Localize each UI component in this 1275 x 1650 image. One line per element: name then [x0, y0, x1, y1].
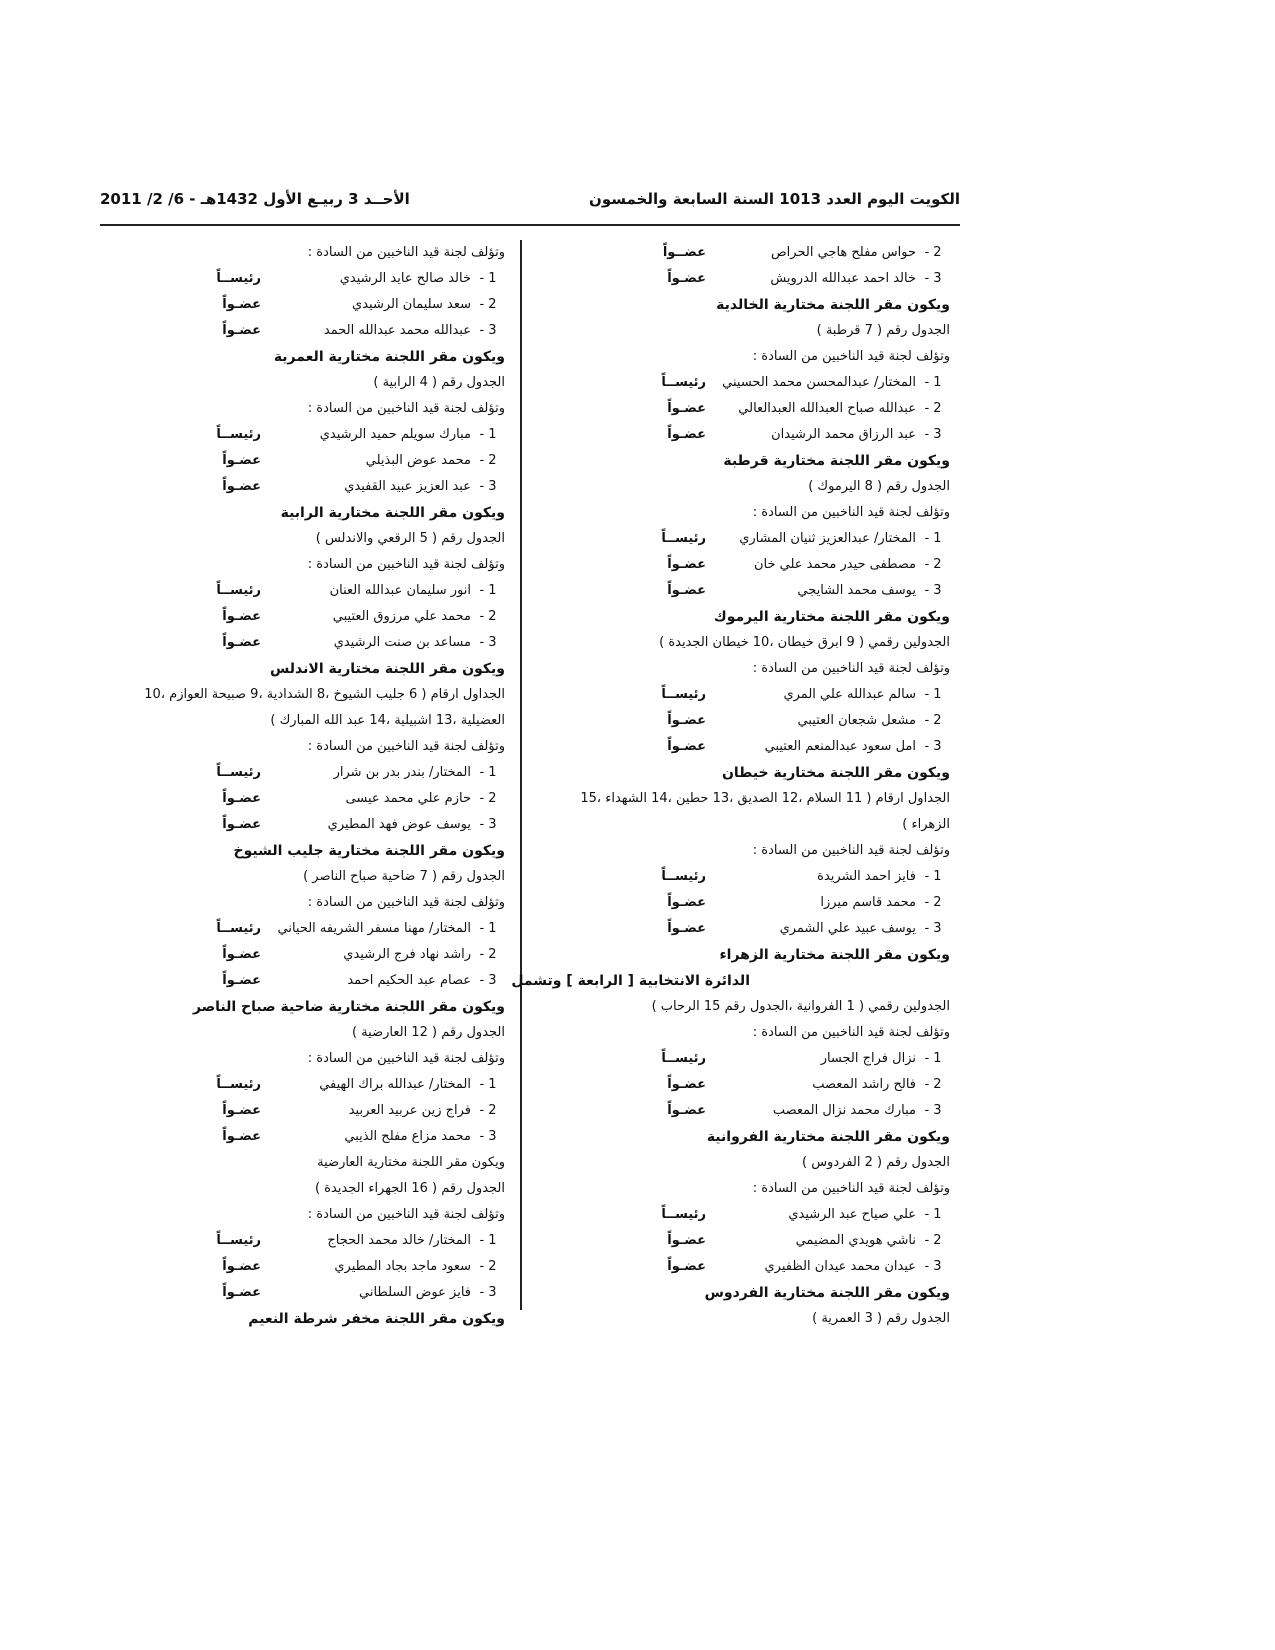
committee-location-heading: ويكون مقر اللجنة مخفر شرطة النعيم: [248, 1311, 505, 1327]
member-name: محمد مزاع مفلح الذيبي: [344, 1129, 471, 1144]
member-name: محمد قاسم ميرزا: [820, 895, 916, 910]
member-role: عضـواً: [222, 973, 261, 988]
member-name: محمد عوض البذيلي: [365, 453, 471, 468]
header-publication: الكويت اليوم العدد 1013 السنة السابعة والخمسون: [589, 190, 960, 208]
member-name: عصام عبد الحكيم احمد: [347, 973, 471, 988]
committee-location-heading: ويكون مقر اللجنة مختارية الخالدية: [716, 297, 950, 313]
member-role: رئيســاً: [661, 1051, 706, 1066]
left-column: [100, 240, 505, 1332]
member-number: 1 -: [479, 427, 497, 442]
committee-member: [100, 942, 505, 968]
member-number: 2 -: [924, 895, 942, 910]
member-number: 3 -: [924, 271, 942, 286]
committee-member: [100, 812, 505, 838]
committee-member: [540, 240, 950, 266]
member-role: عضـواً: [667, 1259, 706, 1274]
committee-member: [100, 578, 505, 604]
member-number: 3 -: [924, 921, 942, 936]
committee-location-heading: ويكون مقر اللجنة مختارية جليب الشيوخ: [233, 843, 505, 859]
member-name: امل سعود عبدالمنعم العتيبي: [764, 739, 916, 754]
member-name: المختار/ خالد محمد الحجاج: [327, 1233, 471, 1248]
member-number: 3 -: [479, 323, 497, 338]
member-name: فايز عوض السلطاني: [359, 1285, 471, 1300]
text-line: وتؤلف لجنة قيد الناخبين من السادة :: [752, 661, 950, 676]
committee-member: [540, 1254, 950, 1280]
committee-member: [100, 266, 505, 292]
committee-location-heading: ويكون مقر اللجنة مختارية الرابية: [280, 505, 505, 521]
member-role: رئيســاً: [661, 1207, 706, 1222]
member-role: عضـواً: [222, 453, 261, 468]
member-number: 3 -: [924, 1259, 942, 1274]
member-name: فراج زين عربيد العربيد: [348, 1103, 471, 1118]
committee-location-heading: ويكون مقر اللجنة مختارية الزهراء: [719, 947, 950, 963]
member-number: 2 -: [479, 1259, 497, 1274]
member-number: 2 -: [924, 1233, 942, 1248]
member-role: رئيســاً: [661, 531, 706, 546]
member-role: رئيســاً: [216, 583, 261, 598]
text-line: الجدول رقم ( 3 العمرية ): [812, 1311, 950, 1326]
text-line: وتؤلف لجنة قيد الناخبين من السادة :: [752, 1181, 950, 1196]
header-rule: [100, 224, 960, 226]
text-line: الجدول رقم ( 8 اليرموك ): [808, 479, 950, 494]
member-name: حواس مفلح هاجي الحراص: [770, 245, 916, 260]
committee-member: [540, 526, 950, 552]
member-number: 1 -: [924, 1207, 942, 1222]
member-number: 3 -: [924, 1103, 942, 1118]
committee-member: [100, 604, 505, 630]
committee-member: [100, 318, 505, 344]
page-header: [100, 190, 960, 216]
member-number: 3 -: [924, 583, 942, 598]
text-line: وتؤلف لجنة قيد الناخبين من السادة :: [307, 739, 505, 754]
member-role: رئيســاً: [661, 375, 706, 390]
member-number: 2 -: [924, 557, 942, 572]
committee-member: [540, 916, 950, 942]
member-role: رئيســاً: [216, 1233, 261, 1248]
member-number: 3 -: [924, 739, 942, 754]
committee-member: [540, 708, 950, 734]
member-number: 3 -: [924, 427, 942, 442]
text-line: الجدول رقم ( 7 قرطبة ): [816, 323, 950, 338]
member-role: عضـواً: [222, 479, 261, 494]
text-line: الجدولين رقمي ( 9 ابرق خيطان ،10 خيطان الجديدة ): [659, 635, 950, 650]
member-name: محمد علي مرزوق العتيبي: [332, 609, 471, 624]
member-name: المختار/ مهنا مسفر الشريفه الحياني: [277, 921, 471, 936]
member-role: رئيســاً: [216, 1077, 261, 1092]
member-role: عضـواً: [667, 427, 706, 442]
member-role: عضـواً: [222, 609, 261, 624]
member-name: فالح راشد المعصب: [812, 1077, 916, 1092]
member-name: يوسف عبيد علي الشمري: [779, 921, 916, 936]
member-name: يوسف محمد الشايجي: [797, 583, 916, 598]
committee-member: [540, 890, 950, 916]
member-name: مشعل شجعان العتيبي: [797, 713, 916, 728]
committee-member: [540, 1098, 950, 1124]
member-name: عبد الرزاق محمد الرشيدان: [771, 427, 916, 442]
member-number: 1 -: [479, 1077, 497, 1092]
member-role: عضـواً: [667, 713, 706, 728]
member-number: 2 -: [479, 297, 497, 312]
member-role: عضـواً: [667, 401, 706, 416]
text-line: وتؤلف لجنة قيد الناخبين من السادة :: [752, 349, 950, 364]
committee-member: [100, 1072, 505, 1098]
member-role: عضـواً: [667, 895, 706, 910]
text-line: وتؤلف لجنة قيد الناخبين من السادة :: [307, 401, 505, 416]
member-role: عضـواً: [222, 1129, 261, 1144]
member-name: المختار/ عبدالعزيز ثنيان المشاري: [739, 531, 916, 546]
member-number: 3 -: [479, 1285, 497, 1300]
member-name: خالد صالح عايد الرشيدي: [339, 271, 471, 286]
header-date: الأحــد 3 ربيـع الأول 1432هـ - 6/ 2/ 2011: [100, 190, 410, 208]
member-number: 3 -: [479, 817, 497, 832]
committee-member: [100, 916, 505, 942]
member-name: عبدالله محمد عبدالله الحمد: [323, 323, 471, 338]
text-line: وتؤلف لجنة قيد الناخبين من السادة :: [307, 1207, 505, 1222]
member-role: عضـواً: [667, 271, 706, 286]
committee-member: [100, 1228, 505, 1254]
member-role: رئيســاً: [661, 869, 706, 884]
committee-location-heading: ويكون مقر اللجنة مختارية الاندلس: [270, 661, 505, 677]
text-line: وتؤلف لجنة قيد الناخبين من السادة :: [752, 843, 950, 858]
member-name: علي صياح عبد الرشيدي: [788, 1207, 916, 1222]
committee-member: [540, 370, 950, 396]
member-number: 1 -: [479, 1233, 497, 1248]
text-line: الجدول رقم ( 7 ضاحية صباح الناصر ): [303, 869, 505, 884]
text-line: وتؤلف لجنة قيد الناخبين من السادة :: [307, 245, 505, 260]
member-role: رئيســاً: [661, 687, 706, 702]
text-line: الجدول رقم ( 2 الفردوس ): [801, 1155, 950, 1170]
member-role: عضـواً: [667, 557, 706, 572]
committee-location-heading: ويكون مقر اللجنة مختارية العمرية: [273, 349, 505, 365]
member-role: عضـواً: [667, 1233, 706, 1248]
member-role: رئيســاً: [216, 271, 261, 286]
member-role: عضـواً: [667, 1103, 706, 1118]
text-line: وتؤلف لجنة قيد الناخبين من السادة :: [752, 1025, 950, 1040]
member-name: انور سليمان عبدالله العنان: [329, 583, 471, 598]
member-name: عبدالله صباح العبدالله العبدالعالي: [738, 401, 916, 416]
committee-location-heading: ويكون مقر اللجنة مختارية قرطبة: [723, 453, 950, 469]
member-number: 1 -: [924, 869, 942, 884]
district-heading: الدائرة الانتخابية [ الرابعة ] وتشمل: [511, 973, 750, 989]
committee-member: [100, 1280, 505, 1306]
member-role: عضــواً: [662, 245, 706, 260]
member-number: 1 -: [479, 921, 497, 936]
member-role: عضـواً: [667, 921, 706, 936]
member-name: سعد سليمان الرشيدي: [352, 297, 471, 312]
text-line: وتؤلف لجنة قيد الناخبين من السادة :: [307, 1051, 505, 1066]
member-number: 2 -: [924, 1077, 942, 1092]
member-number: 1 -: [479, 271, 497, 286]
member-role: عضـواً: [222, 323, 261, 338]
member-name: خالد احمد عبدالله الدرويش: [770, 271, 916, 286]
committee-location-heading: ويكون مقر اللجنة مختارية اليرموك: [713, 609, 950, 625]
committee-member: [540, 1202, 950, 1228]
committee-member: [100, 292, 505, 318]
committee-member: [540, 266, 950, 292]
member-role: رئيســاً: [216, 765, 261, 780]
text-line: ويكون مقر اللجنة مختارية العارضية: [317, 1155, 505, 1170]
member-name: المختار/ بندر بدر بن شرار: [333, 765, 471, 780]
committee-member: [540, 1072, 950, 1098]
member-name: نزال فراج الجسار: [820, 1051, 916, 1066]
member-number: 1 -: [479, 765, 497, 780]
member-role: عضـواً: [222, 1285, 261, 1300]
member-number: 2 -: [924, 401, 942, 416]
member-name: حازم علي محمد عيسى: [345, 791, 471, 806]
member-number: 1 -: [924, 1051, 942, 1066]
committee-member: [540, 396, 950, 422]
member-number: 3 -: [479, 1129, 497, 1144]
member-number: 2 -: [479, 453, 497, 468]
committee-member: [540, 1046, 950, 1072]
committee-member: [100, 760, 505, 786]
committee-member: [540, 734, 950, 760]
member-number: 2 -: [924, 245, 942, 260]
member-role: عضـواً: [222, 1259, 261, 1274]
member-role: رئيســاً: [216, 427, 261, 442]
committee-member: [540, 552, 950, 578]
member-role: عضـواً: [222, 1103, 261, 1118]
committee-member: [540, 864, 950, 890]
text-line: الجدول رقم ( 12 العارضية ): [351, 1025, 505, 1040]
committee-member: [100, 630, 505, 656]
committee-member: [100, 1124, 505, 1150]
member-role: عضـواً: [222, 947, 261, 962]
member-number: 2 -: [479, 609, 497, 624]
member-number: 1 -: [924, 531, 942, 546]
text-line: وتؤلف لجنة قيد الناخبين من السادة :: [307, 557, 505, 572]
member-number: 2 -: [479, 947, 497, 962]
member-number: 3 -: [479, 479, 497, 494]
right-column: [511, 240, 950, 1332]
committee-member: [100, 422, 505, 448]
member-name: مساعد بن صنت الرشيدي: [333, 635, 471, 650]
member-number: 3 -: [479, 973, 497, 988]
text-line: الجدول رقم ( 4 الرابية ): [373, 375, 505, 390]
committee-location-heading: ويكون مقر اللجنة مختارية خيطان: [721, 765, 950, 781]
member-number: 1 -: [924, 687, 942, 702]
member-name: المختار/ عبدالله براك الهيفي: [319, 1077, 471, 1092]
member-role: عضـواً: [222, 635, 261, 650]
table-list: الجداول ارقام ( 11 السلام ،12 الصديق ،13 حطين ،14 الشهداء ،15 الزهراء ): [580, 791, 950, 832]
member-number: 1 -: [479, 583, 497, 598]
committee-member: [100, 1098, 505, 1124]
member-role: عضـواً: [667, 583, 706, 598]
member-role: عضـواً: [222, 297, 261, 312]
member-name: مبارك سويلم حميد الرشيدي: [319, 427, 471, 442]
member-name: سعود ماجد بجاد المطيري: [334, 1259, 471, 1274]
committee-member: [100, 474, 505, 500]
text-line: الجدولين رقمي ( 1 الفروانية ،الجدول رقم 15 الرحاب ): [651, 999, 950, 1014]
member-role: عضـواً: [667, 1077, 706, 1092]
committee-member: [540, 1228, 950, 1254]
member-name: عبد العزيز عبيد القفيدي: [344, 479, 471, 494]
member-name: راشد نهاد فرج الرشيدي: [343, 947, 471, 962]
committee-member: [540, 578, 950, 604]
member-number: 2 -: [479, 791, 497, 806]
committee-member: [100, 968, 505, 994]
committee-location-heading: ويكون مقر اللجنة مختارية الفروانية: [706, 1129, 950, 1145]
member-name: مصطفى حيدر محمد علي خان: [753, 557, 916, 572]
text-line: الجدول رقم ( 16 الجهراء الجديدة ): [314, 1181, 505, 1196]
text-line: الجدول رقم ( 5 الرقعي والاندلس ): [315, 531, 505, 546]
committee-member: [540, 422, 950, 448]
table-list: الجداول ارقام ( 6 جليب الشيوخ ،8 الشدادية ،9 صبيحة العوازم ،10 العضيلية ،13 اشبيلية ،14 عبد الله المبارك ): [144, 687, 505, 728]
member-name: سالم عبدالله علي المري: [783, 687, 916, 702]
column-divider: [520, 240, 522, 1310]
member-name: يوسف عوض فهد المطيري: [327, 817, 471, 832]
member-number: 2 -: [924, 713, 942, 728]
text-line: وتؤلف لجنة قيد الناخبين من السادة :: [752, 505, 950, 520]
member-role: عضـواً: [667, 739, 706, 754]
member-role: عضـواً: [222, 791, 261, 806]
member-name: عيدان محمد عيدان الظفيري: [764, 1259, 916, 1274]
member-name: المختار/ عبدالمحسن محمد الحسيني: [722, 375, 916, 390]
member-role: عضـواً: [222, 817, 261, 832]
committee-member: [100, 1254, 505, 1280]
committee-location-heading: ويكون مقر اللجنة مختارية الفردوس: [704, 1285, 950, 1301]
member-number: 2 -: [479, 1103, 497, 1118]
member-name: مبارك محمد نزال المعصب: [772, 1103, 916, 1118]
member-number: 3 -: [479, 635, 497, 650]
committee-member: [100, 786, 505, 812]
member-name: ناشي هويدي المضيمي: [795, 1233, 916, 1248]
member-number: 1 -: [924, 375, 942, 390]
member-role: رئيســاً: [216, 921, 261, 936]
committee-member: [100, 448, 505, 474]
text-line: وتؤلف لجنة قيد الناخبين من السادة :: [307, 895, 505, 910]
member-name: فايز احمد الشريدة: [817, 869, 916, 884]
committee-location-heading: ويكون مقر اللجنة مختارية ضاحية صباح الناصر: [192, 999, 505, 1015]
committee-member: [540, 682, 950, 708]
